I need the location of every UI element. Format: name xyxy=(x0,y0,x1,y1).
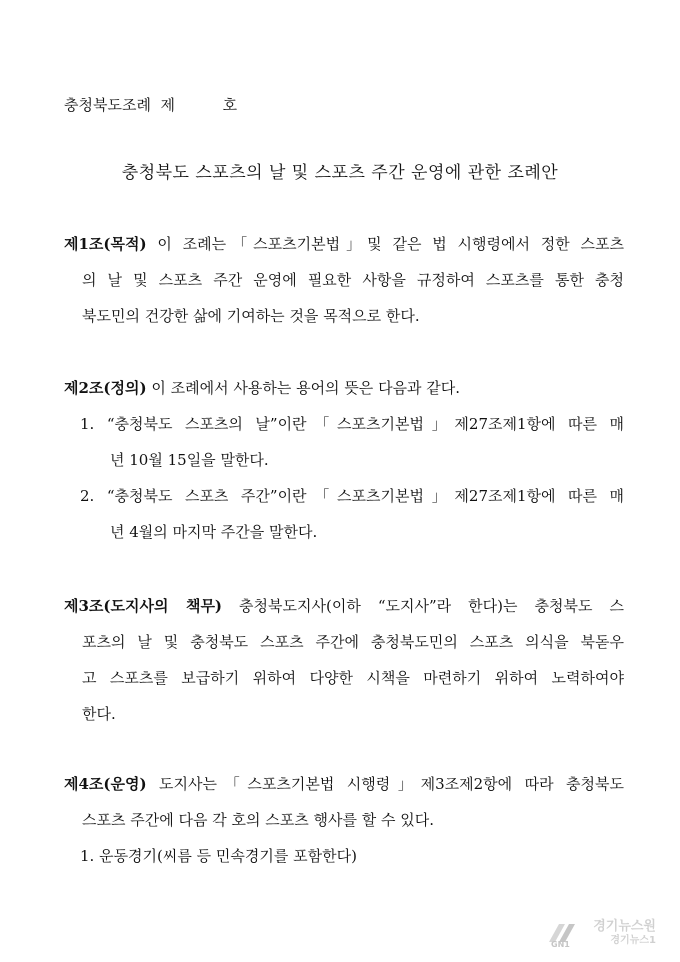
article-1-line-1: 제1조(목적) 이 조례는「스포츠기본법」및 같은 법 시행령에서 정한 스포츠 xyxy=(64,235,624,253)
article-3-line-4: 한다. xyxy=(82,705,116,723)
article-1-heading: 제1조(목적) xyxy=(64,235,147,253)
article-4-line-1: 제4조(운영) 도지사는「스포츠기본법 시행령」제3조제2항에 따라 충청북도 xyxy=(64,775,624,793)
svg-text:GN1: GN1 xyxy=(551,940,571,948)
article-3-line-3: 고 스포츠를 보급하기 위하여 다양한 시책을 마련하기 위하여 노력하여야 xyxy=(82,669,624,687)
watermark-sub-text: 경기뉴스1 xyxy=(610,935,656,946)
watermark-main-text: 경기뉴스원 xyxy=(593,919,656,934)
article-1-line-3: 북도민의 건강한 삶에 기여하는 것을 목적으로 한다. xyxy=(82,307,420,325)
article-2-item-2: 2. “충청북도 스포츠 주간”이란「스포츠기본법」제27조제1항에 따른 매 xyxy=(80,487,624,505)
article-4 xyxy=(64,766,624,874)
article-1-line-2: 의 날 및 스포츠 주간 운영에 필요한 사항을 규정하여 스포츠를 통한 충청 xyxy=(82,271,624,289)
article-2-item-2-cont: 년 4월의 마지막 주간을 말한다. xyxy=(110,523,318,541)
article-1 xyxy=(64,226,624,334)
article-2-line-1: 제2조(정의) 이 조례에서 사용하는 용어의 뜻은 다음과 같다. xyxy=(64,379,461,397)
ordinance-number: 충청북도조례 제 호 xyxy=(64,96,238,114)
article-2-item-1-cont: 년 10월 15일을 말한다. xyxy=(110,451,269,469)
article-2 xyxy=(64,370,624,550)
article-4-heading: 제4조(운영) xyxy=(64,775,147,793)
article-3 xyxy=(64,588,624,732)
article-3-line-1: 제3조(도지사의 책무) 충청북도지사(이하 “도지사”라 한다)는 충청북도 스 xyxy=(64,597,624,615)
article-3-line-2: 포츠의 날 및 충청북도 스포츠 주간에 충청북도민의 스포츠 의식을 북돋우 xyxy=(82,633,624,651)
article-2-item-1: 1. “충청북도 스포츠의 날”이란「스포츠기본법」제27조제1항에 따른 매 xyxy=(80,415,624,433)
article-3-heading: 제3조(도지사의 책무) xyxy=(64,597,223,615)
article-4-item-1: 1. 운동경기(씨름 등 민속경기를 포함한다) xyxy=(80,847,357,865)
article-2-heading: 제2조(정의) xyxy=(64,379,147,397)
watermark xyxy=(545,920,656,948)
document-title: 충청북도 스포츠의 날 및 스포츠 주간 운영에 관한 조례안 xyxy=(121,163,559,183)
watermark-logo-icon xyxy=(545,920,589,948)
article-4-line-2: 스포츠 주간에 다음 각 호의 스포츠 행사를 할 수 있다. xyxy=(82,811,434,829)
